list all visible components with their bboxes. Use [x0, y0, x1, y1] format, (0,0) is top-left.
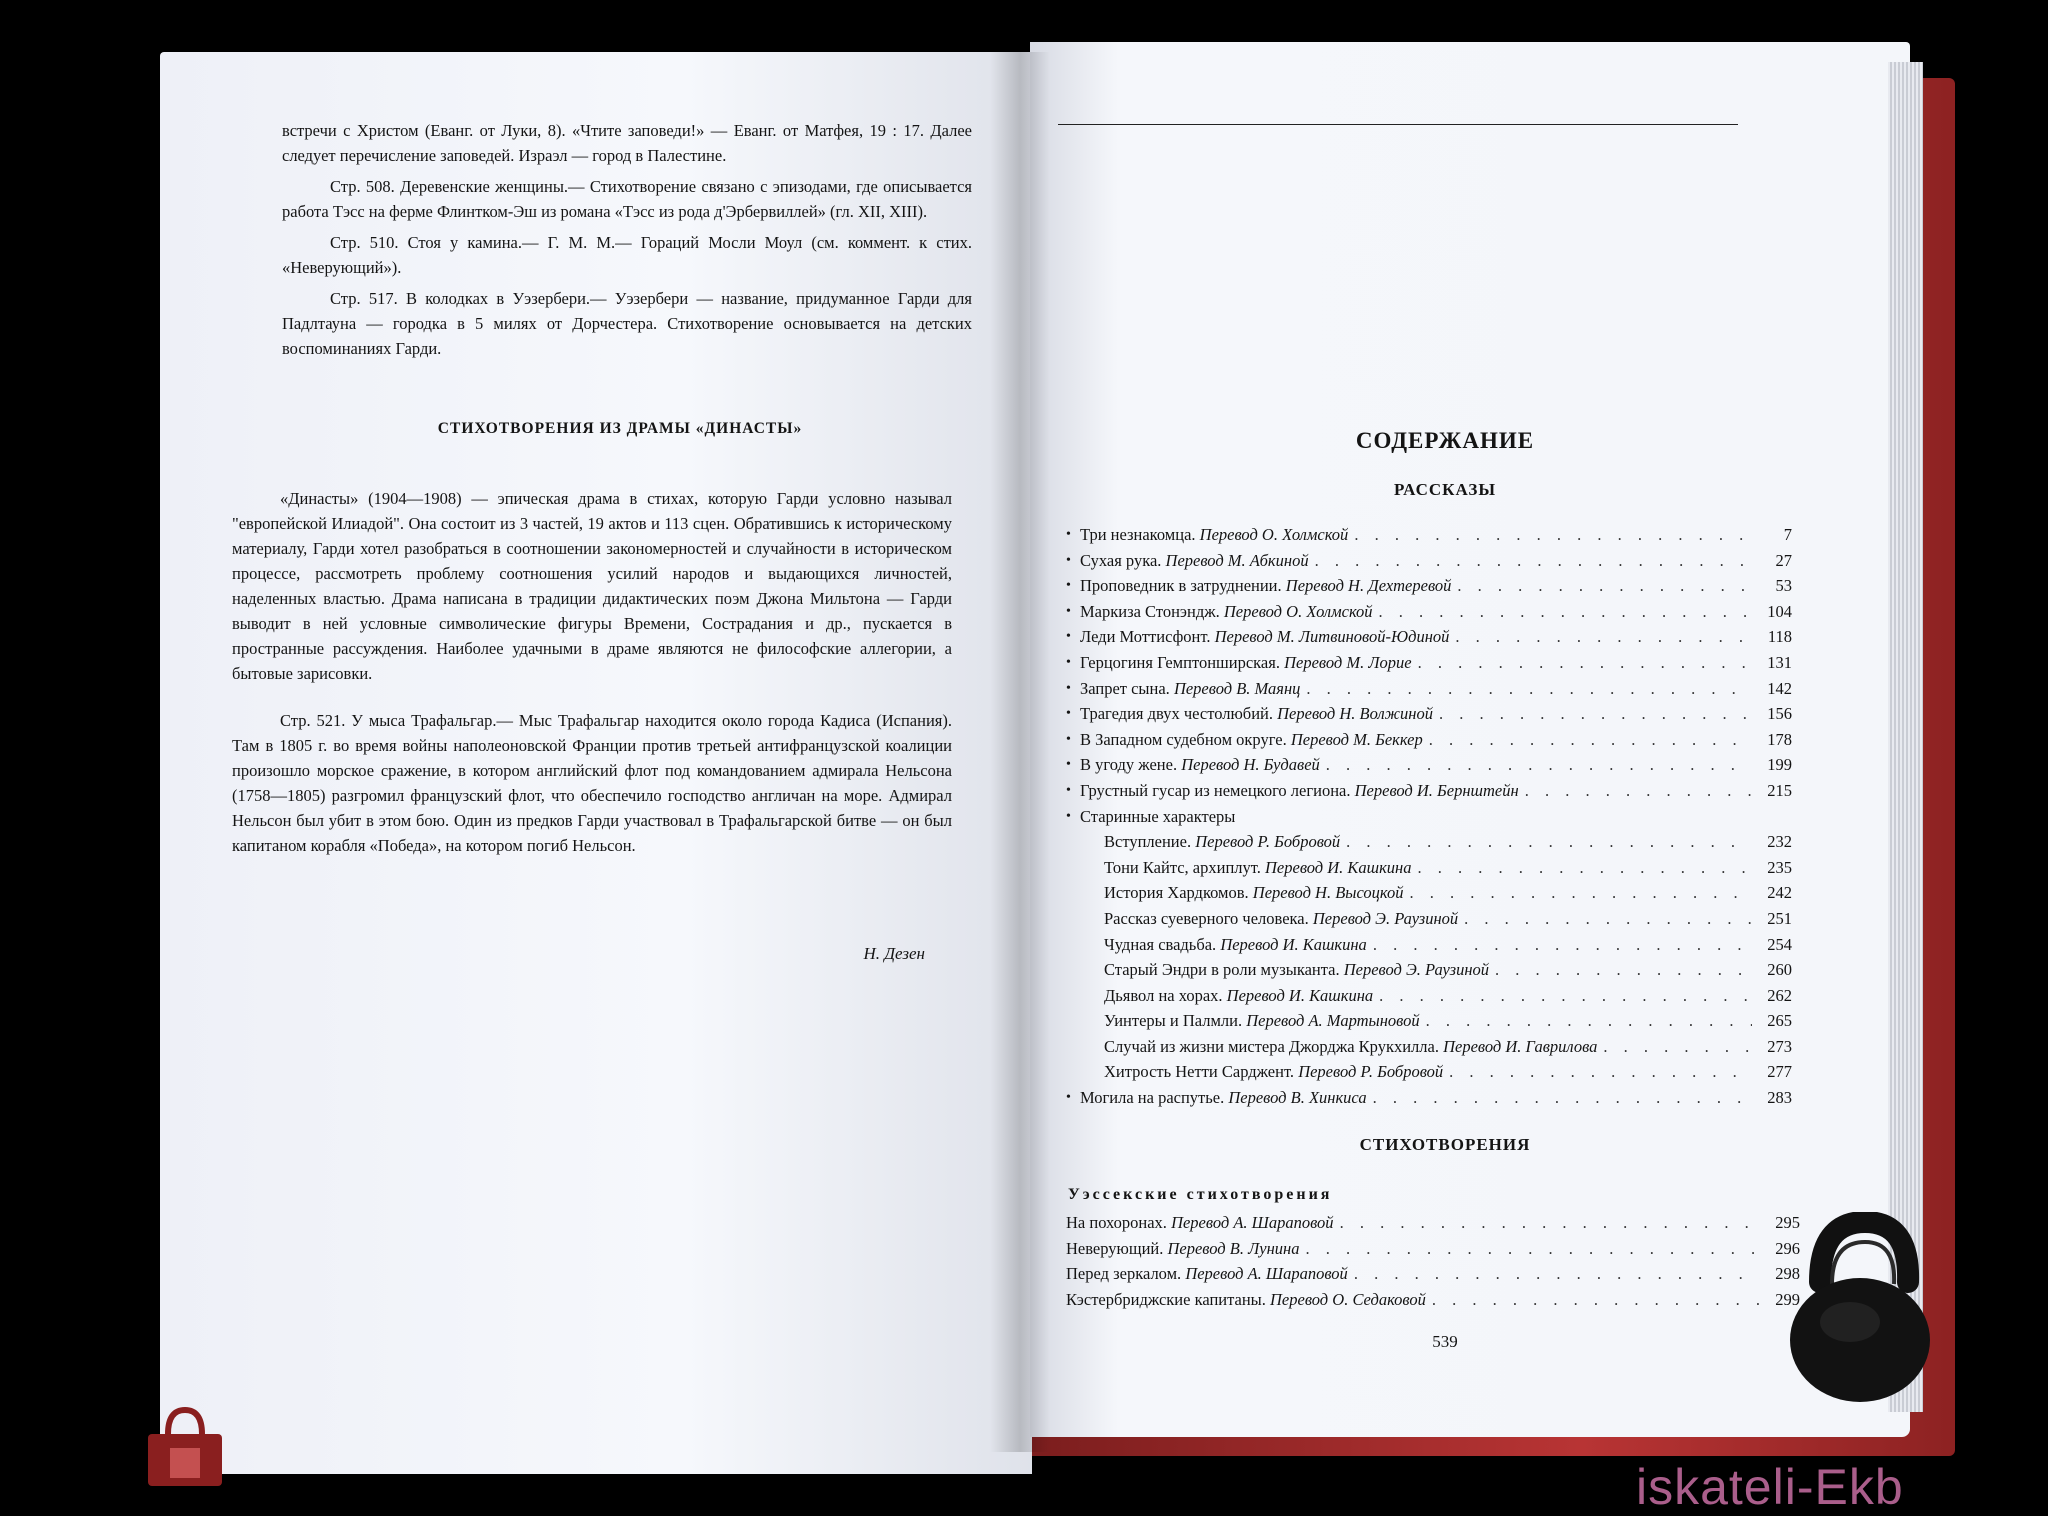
entry-title-text: Старинные характеры [1080, 806, 1236, 826]
entry-page-number: 265 [1767, 1011, 1792, 1031]
entry-title-text: Старый Эндри в роли музыканта. [1104, 960, 1340, 980]
entry-translator: Перевод Н. Высоцкой [1252, 883, 1404, 903]
entry-title-text: Случай из жизни мистера Джорджа Крукхилла. [1104, 1036, 1439, 1056]
leader-dots [1373, 932, 1752, 958]
story-toc-entry[interactable] [1062, 624, 1792, 650]
leader-dots [1340, 1210, 1760, 1236]
entry-title [1062, 624, 1449, 650]
entry-title-text: Рассказ суеверного человека. [1104, 908, 1309, 928]
entry-translator: Перевод О. Седаковой [1270, 1289, 1426, 1309]
story-toc-entry[interactable] [1062, 957, 1792, 983]
story-toc-entry[interactable] [1062, 855, 1792, 881]
entry-title-text: Запрет сына. [1080, 678, 1170, 698]
entry-page-number: 298 [1775, 1264, 1800, 1284]
entry-page-number: 283 [1767, 1088, 1792, 1108]
entry-title [1060, 1210, 1334, 1236]
leader-dots [1315, 548, 1752, 574]
entry-title-text: Трагедия двух честолюбий. [1080, 704, 1273, 724]
entry-page-number: 235 [1767, 857, 1792, 877]
entry-title-text: Проповедник в затруднении. [1080, 576, 1282, 596]
leader-dots [1418, 650, 1752, 676]
entry-title [1062, 548, 1309, 574]
stories-toc [1062, 522, 1792, 1111]
entry-title-text: Сухая рука. [1080, 550, 1162, 570]
entry-title-text: На похоронах. [1066, 1213, 1167, 1232]
entry-title-text: Тони Кайтс, архиплут. [1104, 857, 1261, 877]
leader-dots [1449, 1059, 1752, 1085]
entry-title [1062, 727, 1423, 753]
leader-dots [1525, 778, 1752, 804]
entry-translator: Перевод А. Шараповой [1185, 1264, 1348, 1284]
leader-dots [1432, 1287, 1760, 1313]
entry-page-number: 277 [1767, 1062, 1792, 1082]
entry-translator: Перевод Э. Раузиной [1343, 960, 1490, 980]
entry-translator: Перевод В. Маянц [1173, 678, 1301, 698]
entry-title-text: Хитрость Нетти Сарджент. [1104, 1062, 1295, 1082]
note-paragraph: Стр. 508. Деревенские женщины.— Стихотворение связано с эпизодами, где описывается работа Тэсс на ферме Флинтком-Эш из романа «Тэсс из рода д'Эрбервиллей» (гл. XII, XIII). [282, 177, 972, 221]
entry-title [1062, 855, 1412, 881]
entry-title-text: В угоду жене. [1080, 755, 1178, 775]
entry-translator: Перевод М. Беккер [1290, 729, 1423, 749]
entry-translator: Перевод Э. Раузиной [1312, 908, 1459, 928]
story-toc-entry[interactable] [1062, 727, 1792, 753]
leader-dots [1418, 855, 1753, 881]
entry-translator: Перевод М. Литвиновой-Юдиной [1214, 627, 1450, 647]
story-toc-entry[interactable] [1062, 1059, 1792, 1085]
entry-title-text: В Западном судебном округе. [1080, 729, 1287, 749]
leader-dots [1464, 906, 1752, 932]
entry-title-text: Три незнакомца. [1080, 525, 1196, 544]
entry-page-number: 199 [1767, 755, 1792, 775]
leader-dots [1455, 624, 1752, 650]
note-paragraph: Стр. 510. Стоя у камина.— Г. М. М.— Гораций Мосли Моул (см. коммент. к стих. «Неверующий»). [282, 233, 972, 277]
entry-translator: Перевод О. Холмской [1223, 601, 1373, 621]
entry-title [1062, 701, 1433, 727]
note-paragraph: «Династы» (1904—1908) — эпическая драма в стихах, которую Гарди условно называл "европейской Илиадой". Она состоит из 3 частей, 19 актов и 113 сцен. Обратившись к историческому материалу, Гарди хотел разобраться в соотношении закономерностей и случайности в историческом процессе, рассмотреть проблему соотношения усилий народов и выдающихся личностей, наделенных властью. Драма написана в традиции дидактических поэм Джона Мильтона — Гарди выводит в ней условные символические фигуры Времени, Сострадания и др., пускается в пространные рассуждения. Наиболее удачными в драме являются не философские аллегории, а бытовые зарисовки. [232, 489, 952, 683]
entry-title [1060, 1287, 1426, 1313]
poem-toc-entry[interactable] [1060, 1210, 1800, 1236]
story-toc-entry[interactable] [1062, 829, 1792, 855]
entry-translator: Перевод И. Кашкина [1220, 934, 1367, 954]
entry-title [1062, 880, 1403, 906]
leader-dots [1346, 829, 1752, 855]
leader-dots [1306, 676, 1752, 702]
entry-title [1062, 522, 1348, 548]
header-rule [1058, 124, 1738, 125]
story-toc-entry[interactable] [1062, 906, 1792, 932]
entry-page-number: 215 [1767, 780, 1792, 800]
toc-title: СОДЕРЖАНИЕ [1355, 428, 1535, 453]
entry-title-text: Леди Моттисфонт. [1080, 627, 1211, 647]
story-toc-entry[interactable] [1062, 804, 1792, 830]
entry-title-text: Вступление. [1104, 832, 1192, 852]
entry-translator: Перевод Р. Бобровой [1195, 832, 1341, 852]
note-paragraph: встречи с Христом (Еванг. от Луки, 8). «Чтите заповеди!» — Еванг. от Матфея, 19 : 17. Далее следует перечисление заповедей. Израэл — город в Палестине. [282, 121, 972, 165]
entry-title-text: Кэстербриджские капитаны. [1066, 1289, 1266, 1309]
entry-title [1062, 778, 1519, 804]
entry-title [1062, 650, 1412, 676]
entry-translator: Перевод И. Бернштейн [1354, 780, 1519, 800]
entry-title [1062, 957, 1489, 983]
entry-page-number: 260 [1767, 960, 1792, 980]
entry-page-number: 232 [1767, 832, 1792, 852]
entry-title-text: Чудная свадьба. [1104, 934, 1217, 954]
story-toc-entry[interactable] [1062, 522, 1792, 548]
leader-dots [1305, 1236, 1760, 1262]
leader-dots [1426, 1008, 1752, 1034]
entry-translator: Перевод В. Хинкиса [1228, 1088, 1367, 1108]
entry-page-number: 251 [1767, 908, 1792, 928]
entry-title [1062, 676, 1300, 702]
entry-translator: Перевод И. Кашкина [1265, 857, 1412, 877]
entry-page-number: 118 [1767, 627, 1792, 647]
entry-translator: Перевод В. Лунина [1167, 1238, 1300, 1258]
poems-subheading: Уэссекские стихотворения [1068, 1186, 1333, 1203]
leader-dots [1354, 522, 1752, 548]
leader-dots [1354, 1261, 1760, 1287]
entry-page-number: 299 [1775, 1289, 1800, 1309]
poems-heading: СТИХОТВОРЕНИЯ [1359, 1135, 1531, 1154]
entry-page-number: 273 [1767, 1036, 1792, 1056]
poem-toc-entry[interactable] [1060, 1287, 1800, 1313]
entry-translator: Перевод Р. Бобровой [1298, 1062, 1444, 1082]
story-toc-entry[interactable] [1062, 573, 1792, 599]
entry-title [1062, 1008, 1420, 1034]
leader-dots [1439, 701, 1752, 727]
entry-title-text: Уинтеры и Палмли. [1104, 1011, 1243, 1031]
author-signature: Н. Дезен [863, 944, 925, 963]
entry-title [1062, 906, 1458, 932]
note-paragraph: Стр. 521. У мыса Трафальгар.— Мыс Трафальгар находится около города Кадиса (Испания). Там в 1805 г. во время войны наполеоновской Франции против третьей антифранцузской коалиции произошло морское сражение, в котором английский флот под командованием адмирала Нельсона (1758—1805) разгромил французский флот, что обеспечило господство англичан на море. Адмирал Нельсон был убит в этом бою. Один из предков Гарди участвовал в Трафальгарской битве — он был капитаном корабля «Победа», на котором погиб Нельсон. [232, 711, 952, 855]
story-toc-entry[interactable] [1062, 1008, 1792, 1034]
page-number: 539 [1432, 1332, 1458, 1351]
entry-page-number: 254 [1767, 934, 1792, 954]
leader-dots [1326, 752, 1752, 778]
entry-title-text: Грустный гусар из немецкого легиона. [1080, 780, 1351, 800]
leader-dots [1495, 957, 1752, 983]
entry-translator: Перевод И. Кашкина [1226, 985, 1374, 1005]
entry-page-number: 156 [1767, 704, 1792, 724]
dynasts-notes [232, 486, 952, 858]
story-toc-entry[interactable] [1062, 880, 1792, 906]
story-toc-entry[interactable] [1062, 548, 1792, 574]
entry-translator: Перевод Н. Волжиной [1277, 704, 1433, 724]
poem-toc-entry[interactable] [1060, 1236, 1800, 1262]
entry-page-number: 142 [1767, 678, 1792, 698]
entry-page-number: 262 [1767, 985, 1792, 1005]
shopping-bag-icon [140, 1404, 230, 1490]
note-paragraph: Стр. 517. В колодках в Уэзербери.— Уэзербери — название, придуманное Гарди для Падлтауна — городка в 5 милях от Дорчестера. Стихотворение основывается на детских воспоминаниях Гарди. [282, 289, 972, 358]
padlock-icon [1780, 1212, 1930, 1402]
entry-page-number: 296 [1775, 1238, 1800, 1258]
entry-title [1062, 804, 1235, 830]
entry-page-number: 242 [1767, 883, 1792, 903]
story-toc-entry[interactable] [1062, 752, 1792, 778]
entry-title [1062, 932, 1367, 958]
leader-dots [1429, 727, 1752, 753]
entry-translator: Перевод М. Лорие [1284, 652, 1412, 672]
left-top-notes [282, 118, 972, 361]
page-edges [1888, 62, 1923, 1412]
story-toc-entry[interactable] [1062, 701, 1792, 727]
entry-translator: Перевод О. Холмской [1199, 525, 1349, 544]
entry-title [1062, 983, 1373, 1009]
watermark-text: iskateli-Ekb [1636, 1459, 1904, 1515]
entry-title-text: Могила на распутье. [1080, 1088, 1225, 1108]
entry-page-number: 131 [1767, 652, 1792, 672]
leader-dots [1457, 573, 1752, 599]
entry-page-number: 104 [1767, 601, 1792, 621]
poems-toc [1060, 1210, 1800, 1312]
entry-page-number: 53 [1775, 576, 1792, 596]
story-toc-entry[interactable] [1062, 1034, 1792, 1060]
leader-dots [1603, 1034, 1752, 1060]
entry-title-text: История Хардкомов. [1104, 883, 1249, 903]
entry-title [1062, 1085, 1367, 1111]
section-heading: СТИХОТВОРЕНИЯ ИЗ ДРАМЫ «ДИНАСТЫ» [437, 420, 803, 437]
entry-title [1062, 1059, 1443, 1085]
entry-title [1062, 599, 1373, 625]
entry-translator: Перевод Н. Будавей [1181, 755, 1320, 775]
leader-dots [1373, 1085, 1752, 1111]
stories-heading: РАССКАЗЫ [1393, 480, 1497, 499]
story-toc-entry[interactable] [1062, 983, 1792, 1009]
entry-title [1060, 1261, 1348, 1287]
entry-title [1062, 1034, 1597, 1060]
poem-toc-entry[interactable] [1060, 1261, 1800, 1287]
story-toc-entry[interactable] [1062, 1085, 1792, 1111]
leader-dots [1379, 599, 1752, 625]
entry-translator: Перевод А. Мартыновой [1246, 1011, 1420, 1031]
entry-title-text: Неверующий. [1066, 1238, 1164, 1258]
entry-title [1062, 573, 1451, 599]
entry-title-text: Маркиза Стонэндж. [1080, 601, 1220, 621]
entry-translator: Перевод М. Абкиной [1165, 550, 1309, 570]
entry-title [1060, 1236, 1299, 1262]
story-toc-entry[interactable] [1062, 650, 1792, 676]
entry-title [1062, 829, 1340, 855]
entry-title-text: Дьявол на хорах. [1104, 985, 1223, 1005]
leader-dots [1379, 983, 1752, 1009]
story-toc-entry[interactable] [1062, 932, 1792, 958]
entry-translator: Перевод Н. Дехтеревой [1285, 576, 1452, 596]
entry-title-text: Перед зеркалом. [1066, 1264, 1182, 1284]
leader-dots [1409, 880, 1752, 906]
entry-page-number: 295 [1775, 1213, 1800, 1232]
story-toc-entry[interactable] [1062, 599, 1792, 625]
entry-title-text: Герцогиня Гемптонширская. [1080, 652, 1280, 672]
story-toc-entry[interactable] [1062, 778, 1792, 804]
entry-translator: Перевод А. Шараповой [1171, 1213, 1334, 1232]
entry-page-number: 7 [1783, 525, 1792, 544]
entry-page-number: 27 [1775, 550, 1792, 570]
entry-title [1062, 752, 1320, 778]
entry-translator: Перевод И. Гаврилова [1443, 1036, 1598, 1056]
entry-page-number: 178 [1767, 729, 1792, 749]
book-gutter [990, 52, 1050, 1452]
story-toc-entry[interactable] [1062, 676, 1792, 702]
